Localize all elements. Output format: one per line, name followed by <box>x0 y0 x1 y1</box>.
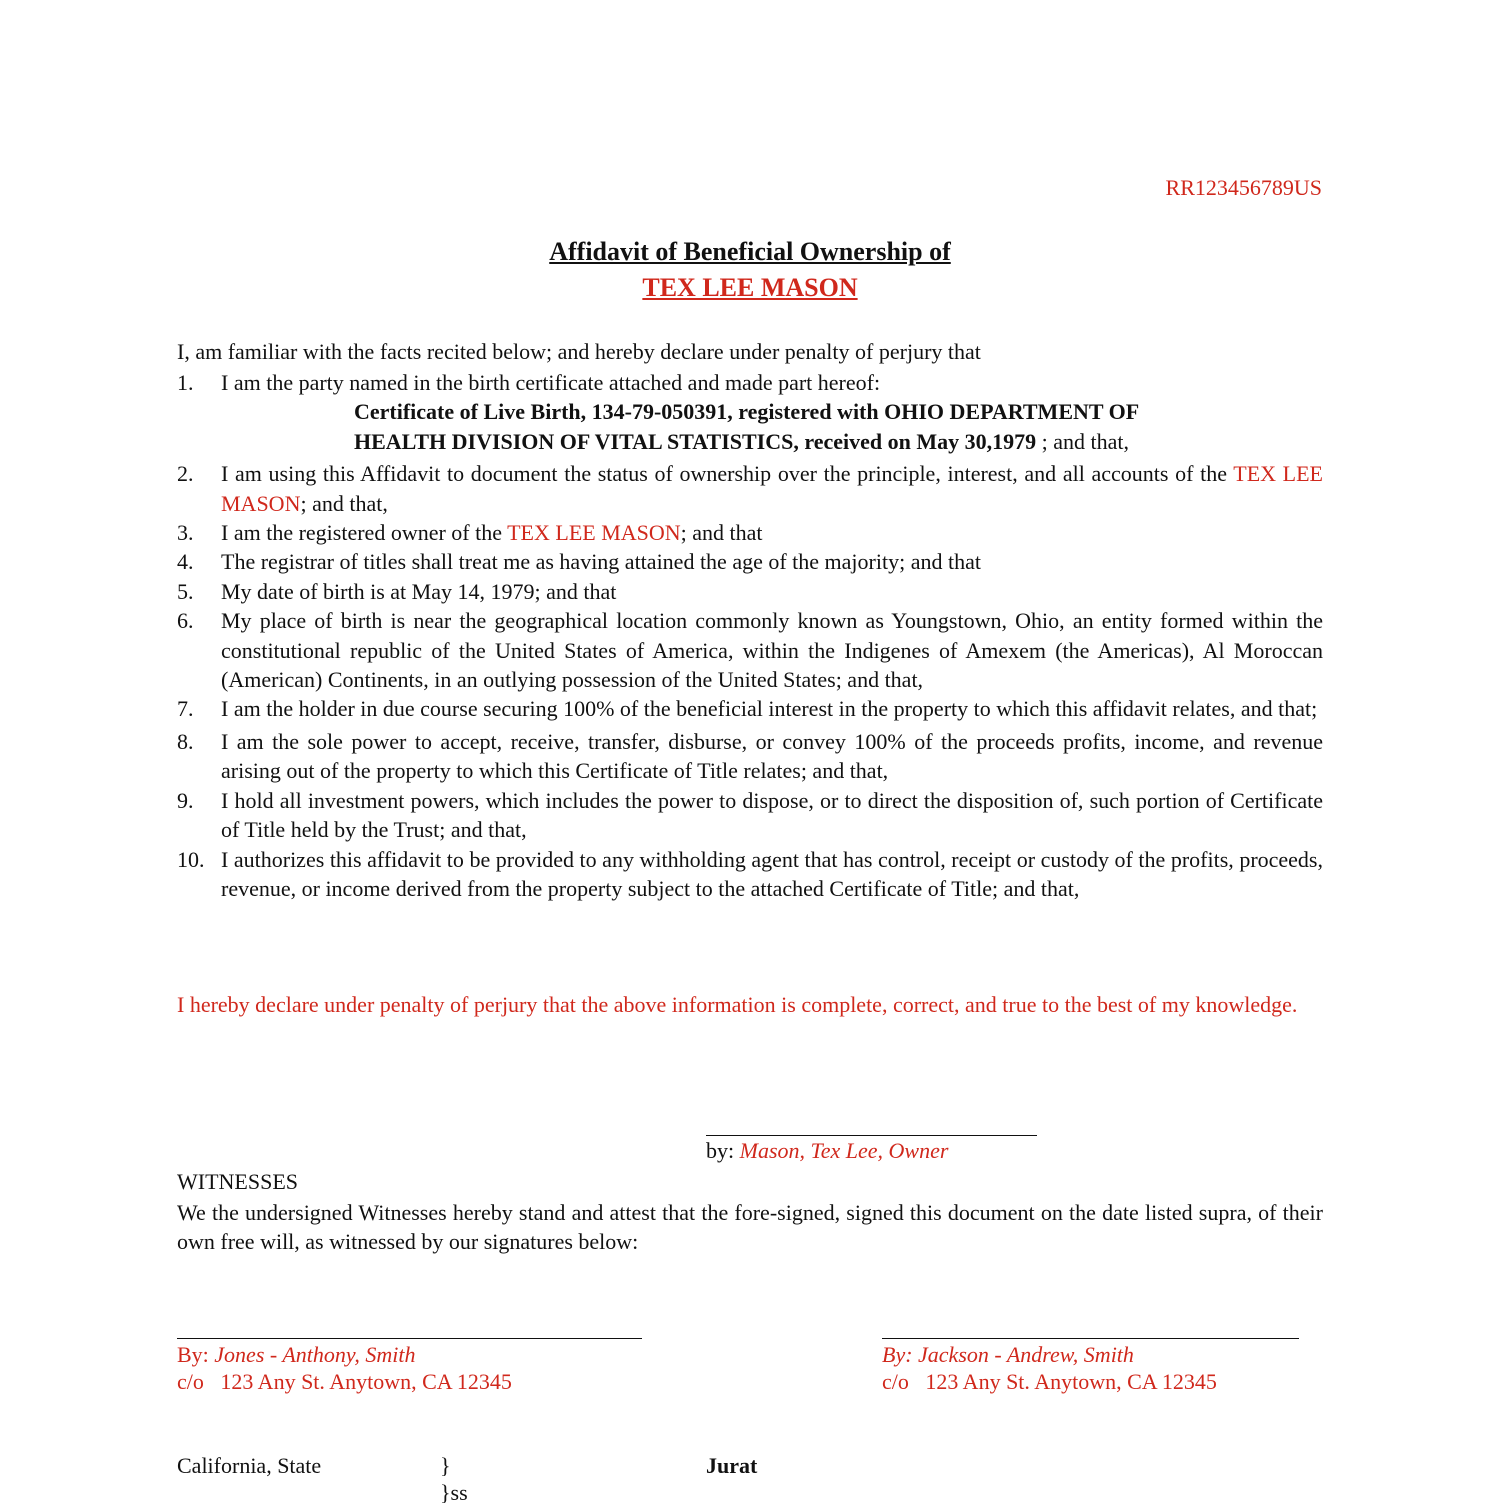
witnesses-heading: WITNESSES <box>177 1169 298 1194</box>
jurat-heading: Jurat <box>706 1453 758 1478</box>
list-item: 4. The registrar of titles shall treat me as having attained the age of the majority; and that <box>177 549 981 575</box>
witness-left-block: By: Jones - Anthony, Smith c/o 123 Any St. Anytown, CA 12345 <box>177 1342 512 1394</box>
certificate-line-1: Certificate of Live Birth, 134-79-050391, registered with OHIO DEPARTMENT OF <box>354 399 1140 425</box>
owner-signature-label: by: Mason, Tex Lee, Owner <box>706 1138 949 1163</box>
owner-name: TEX LEE MASON <box>221 461 1323 516</box>
jurat-brace-ss: }ss <box>440 1480 468 1505</box>
witness-right-signature-line <box>882 1338 1299 1339</box>
list-item: 1. I am the party named in the birth certificate attached and made part hereof: <box>177 370 881 395</box>
list-item: 5. My date of birth is at May 14, 1979; and that <box>177 578 617 604</box>
list-item: 6. My place of birth is near the geographical location commonly known as Youngstown, Ohio, an entity formed within the constitutional republic of the United States of America, within the Indigenes of Amexem (the Americas), Al Moroccan (American) Continents, in an outlying possession of the United States; and that, <box>177 608 1323 693</box>
jurat-state: California, State <box>177 1453 322 1478</box>
affidavit-items <box>177 368 1323 903</box>
tracking-number: RR123456789US <box>1165 175 1322 200</box>
witness-right-name: Jackson - Andrew, Smith <box>918 1342 1134 1367</box>
witness-right-address: 123 Any St. Anytown, CA 12345 <box>925 1369 1217 1394</box>
witness-right-block: By: Jackson - Andrew, Smith c/o 123 Any St. Anytown, CA 12345 <box>882 1342 1217 1394</box>
list-item: 8. I am the sole power to accept, receive, transfer, disburse, or convey 100% of the proceeds profits, income, and revenue arising out of the property to which this Certificate of Title relates; and that, <box>177 728 1323 784</box>
list-item: 7. I am the holder in due course securing 100% of the beneficial interest in the property to which this affidavit relates, and that; <box>177 696 1318 722</box>
certificate-suffix: ; and that, <box>1036 428 1129 454</box>
witness-left-name: Jones - Anthony, Smith <box>214 1342 416 1367</box>
certificate-line-2: HEALTH DIVISION OF VITAL STATISTICS, received on May 30,1979 <box>354 428 1037 454</box>
list-item: 9. I hold all investment powers, which includes the power to dispose, or to direct the disposition of, such portion of Certificate of Title held by the Trust; and that, <box>177 787 1323 843</box>
list-item: 10. I authorizes this affidavit to be provided to any withholding agent that has control, receipt or custody of the profits, proceeds, revenue, or income derived from the property subject to the attached Certificate of Title; and that, <box>177 846 1323 901</box>
list-item: 2. I am using this Affidavit to document the status of ownership over the principle, interest, and all accounts of the TEX LEE MASON; and that, <box>177 461 1323 516</box>
witnesses-statement: We the undersigned Witnesses hereby stand and attest that the fore-signed, signed this document on the date listed supra, of their own free will, as witnessed by our signatures below: <box>177 1200 1323 1255</box>
witness-left-signature-line <box>177 1338 642 1339</box>
certificate-details <box>177 397 1323 456</box>
intro-text: I, am familiar with the facts recited below; and hereby declare under penalty of perjury that <box>177 339 981 364</box>
owner-name-title: TEX LEE MASON <box>642 273 858 302</box>
owner-signature-name: Mason, Tex Lee, Owner <box>739 1138 949 1163</box>
perjury-declaration: I hereby declare under penalty of perjury that the above information is complete, correct, and true to the best of my knowledge. <box>177 992 1298 1017</box>
witness-left-address: 123 Any St. Anytown, CA 12345 <box>220 1369 512 1394</box>
document-title: Affidavit of Beneficial Ownership of <box>549 237 951 266</box>
jurat-brace: } <box>440 1453 451 1478</box>
list-item: 3. I am the registered owner of the TEX LEE MASON; and that <box>177 520 763 546</box>
owner-signature-line <box>706 1135 1037 1136</box>
owner-name: TEX LEE MASON <box>507 520 681 546</box>
